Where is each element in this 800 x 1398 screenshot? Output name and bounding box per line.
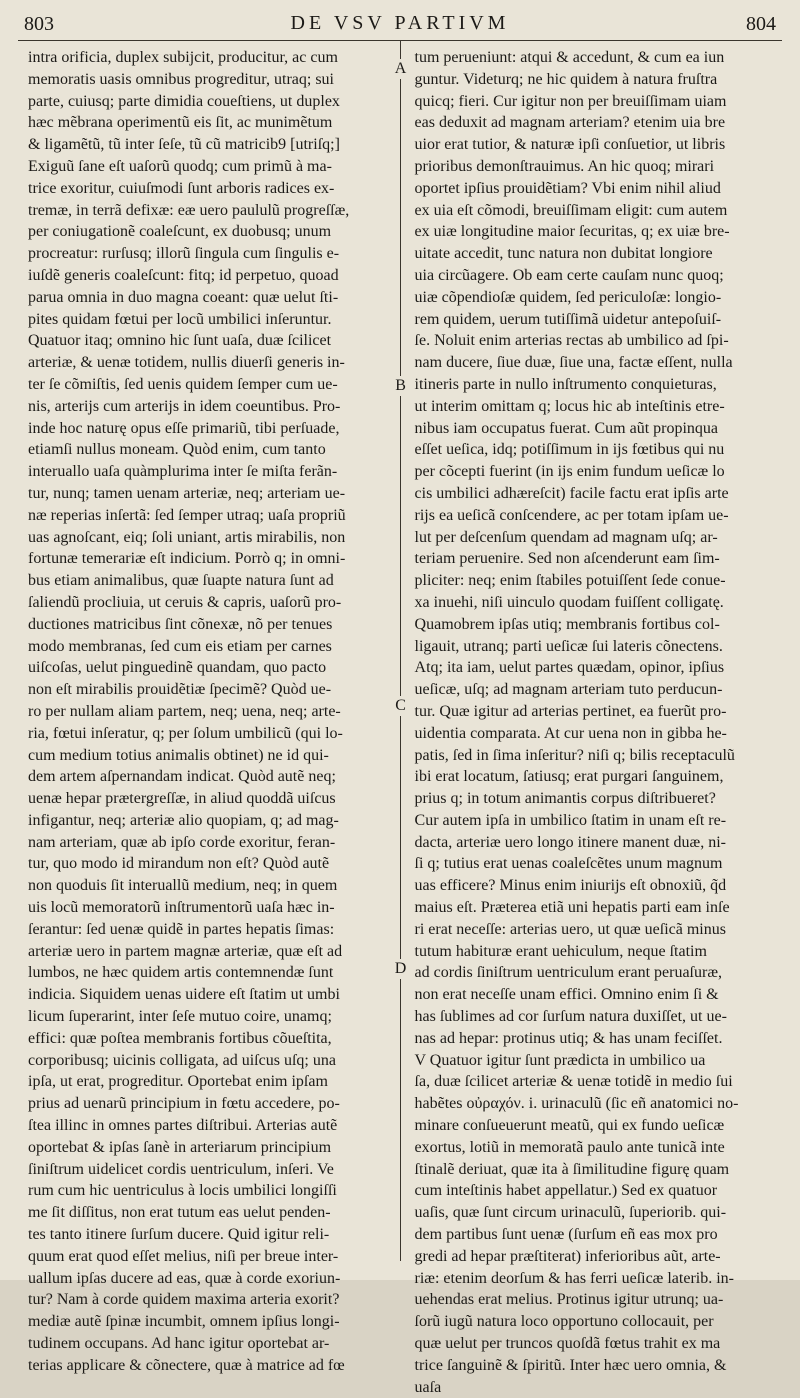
text-line: uallum ipſas ducere ad eas, quæ à corde exoriun- <box>28 1269 341 1287</box>
text-line: ſaliendũ procliuia, ut ceruis & capris, uaſorũ pro- <box>28 593 342 611</box>
text-line: eas deduxit ad magnam arteriam? etenim uia bre <box>414 114 726 132</box>
text-line: uior erat tutior, & naturæ ipſi conſuetior, ut libris <box>414 136 726 154</box>
text-line: pliciter: neq; enim ſtabiles potuiſſent ſede conue- <box>414 572 726 590</box>
text-line: per cõcepti fuerint (in ijs enim fundum ueſicæ lo <box>414 463 725 481</box>
text-line: Cur autem ipſa in umbilico ſtatim in unam eſt re- <box>414 811 727 829</box>
text-line: bus etiam animalibus, quæ ſuapte natura ſunt ad <box>28 572 334 590</box>
text-line: ri erat neceſſe: arterias uero, ut quæ ueſicã minus <box>414 920 726 938</box>
text-line: Quatuor itaq; omnino hic ſunt uaſa, duæ ſcilicet <box>28 332 332 350</box>
text-line: ad cordis ſiniſtrum uentriculum erant peruaſuræ, <box>414 964 722 982</box>
text-line: quæ uelut per truncos quoſdã fœtus trahit ex ma <box>414 1335 721 1353</box>
text-line: non quoduis ſit interuallũ medium, neq; in quem <box>28 877 338 895</box>
text-line: tur? Nam à corde quidem maxima arteria exorit? <box>28 1291 340 1309</box>
left-column <box>18 41 396 1374</box>
text-line: oportebat & ipſas ſanè in arteriarum principium <box>28 1138 332 1156</box>
text-line: prius ad uenarũ principium in fœtu accedere, po- <box>28 1095 340 1113</box>
margin-marker-b: B <box>393 376 409 396</box>
text-line: mediæ autẽ ſpinæ incumbit, omnem ipſius longi- <box>28 1313 340 1331</box>
text-line: tutum habituræ erant uehiculum, neque ſtatim <box>414 942 707 960</box>
text-line: uehendas erat melius. Protinus igitur utrunq; ua- <box>414 1291 724 1309</box>
text-line: patis, ſed in ſima inſeritur? niſi q; bilis receptaculũ <box>414 746 735 764</box>
text-line: ſerantur: ſed uenæ quidẽ in partes hepatis ſimas: <box>28 920 335 938</box>
text-line: lumbos, ne hæc quidem artis contemnendæ ſunt <box>28 964 334 982</box>
text-line: rum cum hic uentriculus à locis umbilici longiſſi <box>28 1182 337 1200</box>
text-line: riæ: etenim deorſum & has ferri ueſicæ laterib. in- <box>414 1269 734 1287</box>
text-line: ut interim omittam q; locus hic ab inteſtinis etre- <box>414 397 725 415</box>
text-line: effici: quæ poſtea membranis fortibus cõueſtita, <box>28 1029 332 1047</box>
text-line: cis umbilici adhæreſcit) facile factu erat ipſis arte <box>414 484 729 502</box>
text-line: uenæ hepar prætergreſſæ, in aliud quoddã uiſcus <box>28 790 336 808</box>
text-line: procreatur: rurſusq; illorũ ſingula cum ſingulis e- <box>28 245 340 263</box>
text-line: rem quidem, uerum tutiſſimã uidetur antepoſuiſ- <box>414 310 722 328</box>
text-line: indicia. Siquidem uenas uidere eſt ſtatim ut umbi <box>28 986 340 1004</box>
text-line: habẽtes οὐραχόν. i. urinaculũ (ſic eñ anatomici no- <box>414 1095 739 1113</box>
text-line: ligauit, utranq; parti ueſicæ ſui lateris cõnectens. <box>414 637 723 655</box>
text-line: ipſa, ut erat, progreditur. Oportebat enim ipſam <box>28 1073 328 1091</box>
text-line: uis locũ memoratorũ inſtrumentorũ uaſa hæc in- <box>28 899 335 917</box>
text-line: has ſublimes ad cor ſurſum natura duxiſſet, ut ue- <box>414 1008 727 1026</box>
text-line: teriam peruenire. Sed non aſcenderunt eam ſim- <box>414 550 720 568</box>
text-line: uiæ cõpendioſæ quidem, ſed periculoſæ: longio- <box>414 288 722 306</box>
text-line: non erat neceſſe unam effici. Omnino enim ſi & <box>414 986 719 1004</box>
margin-marker-c: C <box>393 696 409 716</box>
text-line: ueſicæ, uſq; ad magnam arteriam tuto perducun- <box>414 681 723 699</box>
text-line: uas efficere? Minus enim iniurijs eſt obnoxiũ, q̃d <box>414 877 727 895</box>
right-column <box>405 41 782 1396</box>
text-line: minare conſueuerunt meatũ, qui ex fundo ueſicæ <box>414 1117 725 1135</box>
text-body <box>18 41 782 1396</box>
text-line: modo membranas, ſed cum eis etiam per carnes <box>28 637 332 655</box>
text-line: tum perueniunt: atqui & accedunt, & cum ea iun <box>414 49 725 66</box>
margin-marker-d: D <box>393 959 409 979</box>
text-line: inde hoc naturę opus eſſe primariũ, tibi perſuade, <box>28 419 340 437</box>
text-line: gredi ad hepar præſtiterat) inferioribus aũt, arte- <box>414 1247 721 1265</box>
text-line: ſtinalẽ deriuat, quæ ita à ſimilitudine figurę quam <box>414 1160 730 1178</box>
text-line: maius eſt. Præterea etiã uni hepatis parti eam inſe <box>414 899 730 917</box>
text-line: & ligamẽtũ, tũ inter ſeſe, tũ cũ matricib9 [utriſq;] <box>28 136 340 154</box>
text-line: tur. Quæ igitur ad arterias pertinet, ea fuerũt pro- <box>414 702 727 720</box>
text-line: uaſis, quæ ſunt circum urinaculũ, ſuperiorib. qui- <box>414 1204 727 1222</box>
text-line: tes tanto itinere ſurſum ducere. Quid igitur reli- <box>28 1226 330 1244</box>
text-line: prius q; in totum animantis corpus diſtribueret? <box>414 790 716 808</box>
text-line: exortus, lotiũ in memoratã paulo ante tunicã inte <box>414 1138 725 1156</box>
text-line: fortunæ temerariæ eſt indicium. Porrò q; in omni- <box>28 550 346 568</box>
page-number-left: 803 <box>24 13 54 35</box>
text-line: uiſcoſas, uelut pinguedinẽ quandam, quo pacto <box>28 659 327 677</box>
text-line: lut per deſcenſum quendam ad magnam uſq; ar- <box>414 528 718 546</box>
margin-marker-a: A <box>393 59 409 79</box>
text-line: xa inuehi, niſi uinculo quodam fuiſſent colligatę. <box>414 593 724 611</box>
text-line: uitate accedit, tunc natura non dubitat longiore <box>414 245 713 263</box>
text-line: per coniugationẽ coaleſcunt, ex duobusq; unum <box>28 223 332 241</box>
text-line: tur, nunq; tamen uenam arteriæ, neq; arteriam ue- <box>28 484 346 502</box>
text-line: dacta, arteriæ uero longo itinere manent duæ, ni- <box>414 833 726 851</box>
text-line: nam arteriam, quæ ab ipſo corde exoritur, feran- <box>28 833 336 851</box>
text-line: ſorũ iugũ natura loco opportuno collocauit, per <box>414 1313 714 1331</box>
text-line: arteriæ, & uenæ totidem, nullis diuerſi generis in- <box>28 354 345 372</box>
text-line: non eſt mirabilis prouidẽtiæ ſpecimẽ? Quòd ue- <box>28 681 332 699</box>
text-line: ſi q; tutius erat uenas coaleſcẽtes unum magnum <box>414 855 723 873</box>
text-line: rijs ea ueſicã conſcendere, ac per totam ipſam ue- <box>414 506 729 524</box>
text-line: Atq; ita iam, uelut partes quædam, opinor, ipſius <box>414 659 725 677</box>
text-line: parua omnia in duo magna coeant: quæ uelut ſti- <box>28 288 339 306</box>
text-line: trice exoritur, cuiuſmodi ſunt arboris radices ex- <box>28 179 335 197</box>
text-line: Exiguũ ſane eſt uaſorũ quodq; cum primũ à ma- <box>28 157 332 175</box>
text-line: etiamſi nullus moneam. Quòd enim, cum tanto <box>28 441 326 459</box>
text-line: tur, quo modo id mirandum non eſt? Quòd autẽ <box>28 855 330 873</box>
text-line: me ſit diſſitus, non erat tutum eas uelut penden- <box>28 1204 331 1222</box>
text-line: næ reperias inſertã: ſed ſemper utraq; uaſa propriũ <box>28 506 346 524</box>
column-divider <box>394 41 407 1261</box>
text-line: nas ad hepar: protinus utiq; & has unam feciſſet. <box>414 1029 723 1047</box>
text-line: hæc mẽbrana operimentũ eis ſit, ac munimẽtum <box>28 114 333 132</box>
text-line: corporibusq; uicinis colligata, ad uiſcus uſq; una <box>28 1051 336 1069</box>
text-line: ſiniſtrum uidelicet cordis uentriculum, inſeri. Ve <box>28 1160 334 1178</box>
text-line: pites quidam fœtui per locũ umbilici inſeruntur. <box>28 310 332 328</box>
text-line: ſtea illinc in omnes partes diſtribui. Arterias autẽ <box>28 1117 338 1135</box>
text-line: iuſdẽ generis coaleſcunt: fitq; id perpetuo, quoad <box>28 266 339 284</box>
text-line: trice ſanguinẽ & ſpiritũ. Inter hæc uero omnia, & <box>414 1356 727 1374</box>
text-line: ex uia eſt cõmodi, breuiſſimam eligit: cum autem <box>414 201 728 219</box>
text-line: quum erat quod eſſet melius, niſi per breue inter- <box>28 1247 339 1265</box>
text-line: eſſet ueſica, idq; potiſſimum in ijs fœtibus qui nu <box>414 441 725 459</box>
text-line: cum inteſtinis habet appellatur.) Sed ex quatuor <box>414 1182 718 1200</box>
text-line: uidentia comparata. At cur uena non in gibba he- <box>414 724 727 742</box>
text-line: itineris parte in nullo inſtrumento conquieturas, <box>414 375 717 393</box>
text-line: ex uiæ longitudine maior ſecuritas, q; ex uiæ bre- <box>414 223 730 241</box>
text-line: parte, cuiusq; parte dimidia coueſtiens, ut duplex <box>28 92 340 110</box>
text-line: ductiones matricibus ſint cõnexæ, nõ per tenues <box>28 615 333 633</box>
text-line: dem artem aſpernandam indicat. Quòd autẽ neq; <box>28 768 336 786</box>
text-line: Quamobrem ipſas utiq; membranis fortibus col- <box>414 615 720 633</box>
text-line: ſa, duæ ſcilicet arteriæ & uenæ totidẽ in medio ſui <box>414 1073 733 1091</box>
text-line: memoratis uasis omnibus progreditur, utraq; sui <box>28 70 334 88</box>
text-line: infigantur, neq; arteriæ alio quopiam, q; ad mag- <box>28 811 339 829</box>
page-header <box>18 10 782 41</box>
text-line: tudinem occupans. Ad hanc igitur oportebat ar- <box>28 1335 330 1353</box>
text-line: licum ſuperarint, inter ſeſe mutuo coire, unamq; <box>28 1008 332 1026</box>
text-line: tremæ, in terrã defixæ: eæ uero paululũ progreſſæ, <box>28 201 350 219</box>
text-line: intra orificia, duplex subijcit, producitur, ac cum <box>28 49 338 66</box>
text-line: terias applicare & cõnectere, quæ à matrice ad fœ <box>28 1356 345 1374</box>
text-line: ria, fœtui inſeratur, q; per ſolum umbilicũ (qui lo- <box>28 724 343 742</box>
text-line: ter ſe cõmiſtis, ſed uenis quidem ſemper cum ue- <box>28 375 338 393</box>
text-line: cum medium totius animalis obtinet) ne id qui- <box>28 746 329 764</box>
running-title: DE VSV PARTIVM <box>290 12 510 34</box>
text-line: dem partibus ſunt uenæ (ſurſum eñ eas mox pro <box>414 1226 718 1244</box>
text-line: interuallo uaſa quàmplurima inter ſe miſta ferãn- <box>28 463 338 481</box>
page-number-right: 804 <box>746 13 776 35</box>
text-line: ibi erat locatum, ſatiusq; erat purgari ſanguinem, <box>414 768 724 786</box>
text-line: nis, arterijs cum arterijs in idem coeuntibus. Pro- <box>28 397 341 415</box>
text-line: quicq; fieri. Cur igitur non per breuiſſimam uiam <box>414 92 727 110</box>
text-line: nam ducere, ſiue duæ, ſiue una, factæ eſſent, nulla <box>414 354 733 372</box>
text-line: oportet ipſius prouidẽtiam? Vbi enim nihil aliud <box>414 179 721 197</box>
text-line: uia circũagere. Ob eam certe cauſam nunc quoq; <box>414 266 724 284</box>
text-line: V Quatuor igitur ſunt prædicta in umbilico ua <box>414 1051 706 1069</box>
text-line: uas agnoſcant, eiq; ſoli uniant, artis mirabilis, non <box>28 528 346 546</box>
text-line: uaſa <box>414 1378 442 1396</box>
text-line: ro per nullam aliam partem, neq; uena, neq; arte- <box>28 702 341 720</box>
text-line: guntur. Videturq; ne hic quidem à natura fruſtra <box>414 70 718 88</box>
text-line: arteriæ uero in partem magnæ arteriæ, quæ eſt ad <box>28 942 343 960</box>
text-line: nibus iam occupatus fuerat. Cum aũt propinqua <box>414 419 719 437</box>
text-line: prioribus demonſtrauimus. An hic quoq; mirari <box>414 157 715 175</box>
text-line: ſe. Noluit enim arterias rectas ab umbilico ad ſpi- <box>414 332 729 350</box>
